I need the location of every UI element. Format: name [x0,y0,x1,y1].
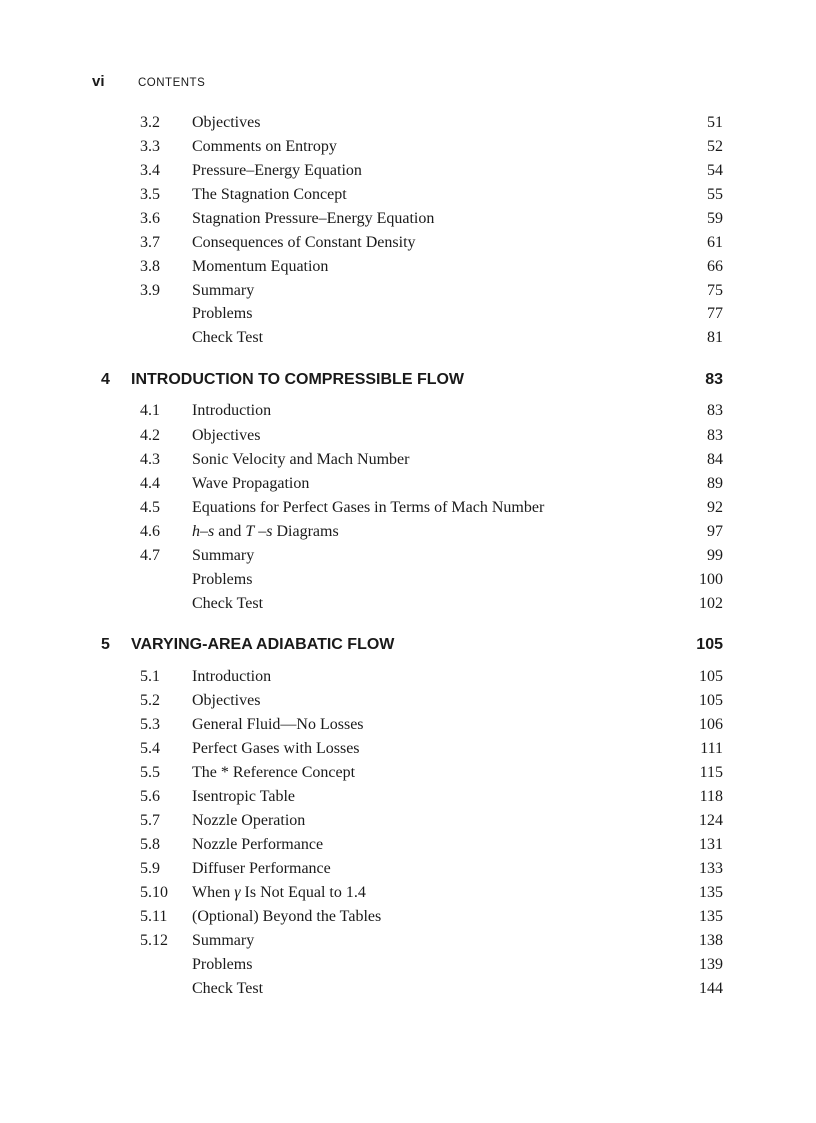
toc-entry-5-2[interactable] [0,689,816,713]
section-page: 102 [699,595,723,612]
section-page: 105 [699,692,723,709]
section-page: 83 [707,427,723,444]
running-head: CONTENTS [138,77,206,89]
section-title: Objectives [192,427,261,444]
section-page: 77 [707,305,723,322]
section-number: 5.2 [140,692,160,709]
section-page: 100 [699,571,723,588]
section-page: 92 [707,499,723,516]
toc-entry-5-12[interactable] [0,929,816,953]
section-title: Check Test [192,980,264,997]
section-number: 3.6 [140,210,160,227]
page-number: vi [92,73,105,90]
toc-entry-5-1[interactable] [0,665,816,689]
toc-entry-3-9[interactable] [0,279,816,303]
chapter-number: 5 [101,636,110,653]
section-page: 111 [700,740,723,757]
section-number: 3.3 [140,138,160,155]
section-title: Wave Propagation [192,475,310,492]
section-title: Objectives [192,114,261,131]
section-number: 3.4 [140,162,160,179]
chapter-number: 4 [101,371,110,388]
section-title: When γ Is Not Equal to 1.4 [192,884,366,901]
section-title: Summary [192,547,255,564]
toc-entry-4-check-test[interactable] [0,592,816,616]
section-title: Summary [192,932,255,949]
section-page: 52 [707,138,723,155]
section-page: 89 [707,475,723,492]
toc-entry-3-8[interactable] [0,255,816,279]
toc-entry-5-problems[interactable] [0,953,816,977]
section-page: 144 [699,980,723,997]
section-page: 97 [707,523,723,540]
section-number: 4.4 [140,475,160,492]
page-header [92,73,205,93]
toc-entry-3-2[interactable] [0,111,816,135]
toc-entry-4-5[interactable] [0,496,816,520]
section-title: Nozzle Operation [192,812,306,829]
toc-entry-5-7[interactable] [0,809,816,833]
section-title: Isentropic Table [192,788,295,805]
section-page: 55 [707,186,723,203]
toc-entry-3-7[interactable] [0,231,816,255]
toc-entry-5-11[interactable] [0,905,816,929]
section-number: 5.5 [140,764,160,781]
section-number: 3.2 [140,114,160,131]
toc-entry-5-3[interactable] [0,713,816,737]
toc-entry-3-5[interactable] [0,183,816,207]
section-title: The * Reference Concept [192,764,356,781]
section-title: h–s and T –s Diagrams [192,523,339,540]
chapter-page: 105 [696,636,723,653]
chapter-title: INTRODUCTION TO COMPRESSIBLE FLOW [131,371,465,388]
section-number: 4.5 [140,499,160,516]
section-number: 5.10 [140,884,168,901]
section-title: Check Test [192,595,264,612]
section-title: Sonic Velocity and Mach Number [192,451,410,468]
toc-entry-4-6[interactable] [0,520,816,544]
section-title: Momentum Equation [192,258,329,275]
toc-entry-4-3[interactable] [0,448,816,472]
section-page: 115 [699,764,723,781]
toc-entry-3-6[interactable] [0,207,816,231]
section-title: Stagnation Pressure–Energy Equation [192,210,435,227]
section-number: 5.6 [140,788,160,805]
section-title: Equations for Perfect Gases in Terms of Mach Number [192,499,545,516]
section-page: 124 [699,812,723,829]
toc-entry-5-check-test[interactable] [0,977,816,1001]
section-page: 139 [699,956,723,973]
toc-entry-5-5[interactable] [0,761,816,785]
section-page: 66 [707,258,723,275]
chapter-5-heading[interactable] [0,632,816,658]
section-number: 5.1 [140,668,160,685]
section-number: 5.7 [140,812,160,829]
section-number: 5.9 [140,860,160,877]
section-page: 106 [699,716,723,733]
section-title: Objectives [192,692,261,709]
toc-entry-5-8[interactable] [0,833,816,857]
section-number: 4.1 [140,402,160,419]
section-page: 61 [707,234,723,251]
section-page: 118 [699,788,723,805]
section-number: 3.9 [140,282,160,299]
chapter-page: 83 [705,371,723,388]
section-title: Nozzle Performance [192,836,324,853]
section-title: (Optional) Beyond the Tables [192,908,382,925]
section-page: 138 [699,932,723,949]
section-number: 3.5 [140,186,160,203]
section-number: 4.7 [140,547,160,564]
section-number: 5.8 [140,836,160,853]
toc-entry-4-problems[interactable] [0,568,816,592]
section-title: Introduction [192,668,272,685]
toc-entry-5-4[interactable] [0,737,816,761]
section-page: 135 [699,884,723,901]
section-page: 84 [707,451,723,468]
section-page: 135 [699,908,723,925]
section-page: 83 [707,402,723,419]
section-title: The Stagnation Concept [192,186,347,203]
toc-entry-3-check-test[interactable] [0,326,816,350]
section-title: Problems [192,956,253,973]
section-number: 5.4 [140,740,160,757]
section-title: General Fluid—No Losses [192,716,364,733]
section-number: 5.12 [140,932,168,949]
section-title: Introduction [192,402,272,419]
toc-entry-4-2[interactable] [0,424,816,448]
section-title: Summary [192,282,255,299]
section-number: 3.7 [140,234,160,251]
section-title: Pressure–Energy Equation [192,162,362,179]
section-page: 131 [699,836,723,853]
section-title: Check Test [192,329,264,346]
section-number: 4.2 [140,427,160,444]
section-page: 51 [707,114,723,131]
chapter-title: VARYING-AREA ADIABATIC FLOW [131,636,395,653]
section-title: Problems [192,305,253,322]
section-title: Comments on Entropy [192,138,337,155]
section-title: Problems [192,571,253,588]
section-number: 3.8 [140,258,160,275]
toc-entry-3-3[interactable] [0,135,816,159]
section-number: 5.11 [140,908,168,925]
chapter-4-heading[interactable] [0,367,816,393]
section-page: 105 [699,668,723,685]
toc-entry-4-4[interactable] [0,472,816,496]
toc-entry-4-7[interactable] [0,544,816,568]
toc-entry-4-1[interactable] [0,399,816,423]
section-title: Consequences of Constant Density [192,234,416,251]
section-number: 4.3 [140,451,160,468]
toc-entry-5-10[interactable] [0,881,816,905]
section-number: 4.6 [140,523,160,540]
section-page: 54 [707,162,723,179]
section-page: 133 [699,860,723,877]
toc-entry-5-9[interactable] [0,857,816,881]
section-title: Diffuser Performance [192,860,331,877]
section-page: 99 [707,547,723,564]
section-page: 59 [707,210,723,227]
section-page: 81 [707,329,723,346]
section-page: 75 [707,282,723,299]
section-number: 5.3 [140,716,160,733]
toc-entry-3-4[interactable] [0,159,816,183]
section-title: Perfect Gases with Losses [192,740,360,757]
toc-entry-3-problems[interactable] [0,302,816,326]
toc-entry-5-6[interactable] [0,785,816,809]
